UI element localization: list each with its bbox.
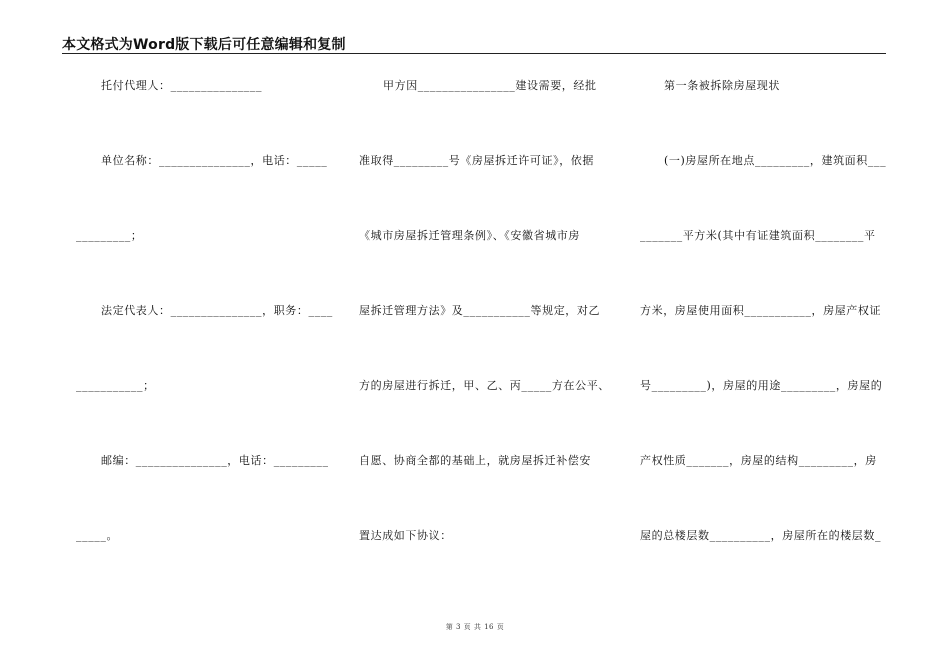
text-line: 法定代表人：_______________，职务：____	[101, 304, 333, 317]
text-line: 自愿、协商全都的基础上，就房屋拆迁补偿安	[359, 454, 591, 467]
text-line: _____。	[76, 529, 119, 542]
text-line: _______平方米(其中有证建筑面积________平	[640, 229, 876, 242]
text-line: 邮编：_______________，电话：_________	[101, 454, 329, 467]
text-line: 《城市房屋拆迁管理条例》、《安徽省城市房	[359, 229, 580, 242]
text-line: _________；	[76, 229, 143, 242]
text-line: 准取得_________号《房屋拆迁许可证》，依据	[359, 154, 594, 167]
text-line: 单位名称：_______________，电话：_____	[101, 154, 328, 167]
text-line: 号_________)，房屋的用途_________，房屋的	[640, 379, 883, 392]
header-rule	[62, 53, 886, 54]
text-line: 方米，房屋使用面积___________，房屋产权证	[640, 304, 882, 317]
page-header-title: 本文格式为Word版下载后可任意编辑和复制	[62, 37, 346, 53]
text-line: 托付代理人：_______________	[101, 79, 263, 92]
text-line: 屋拆迁管理方法》及___________等规定，对乙	[359, 304, 601, 317]
text-line: ___________；	[76, 379, 155, 392]
page-footer: 第 3 页 共 16 页	[445, 623, 505, 631]
text-line: 屋的总楼层数__________，房屋所在的楼层数_	[640, 529, 882, 542]
text-line: 置达成如下协议：	[359, 529, 452, 542]
text-line: 第一条被拆除房屋现状	[664, 79, 780, 92]
text-line: 方的房屋进行拆迁，甲、乙、丙_____方在公平、	[359, 379, 610, 392]
text-line: 甲方因________________建设需要，经批	[383, 79, 597, 92]
text-line: (一)房屋所在地点_________，建筑面积___	[664, 154, 887, 167]
text-line: 产权性质_______，房屋的结构_________，房	[640, 454, 877, 467]
